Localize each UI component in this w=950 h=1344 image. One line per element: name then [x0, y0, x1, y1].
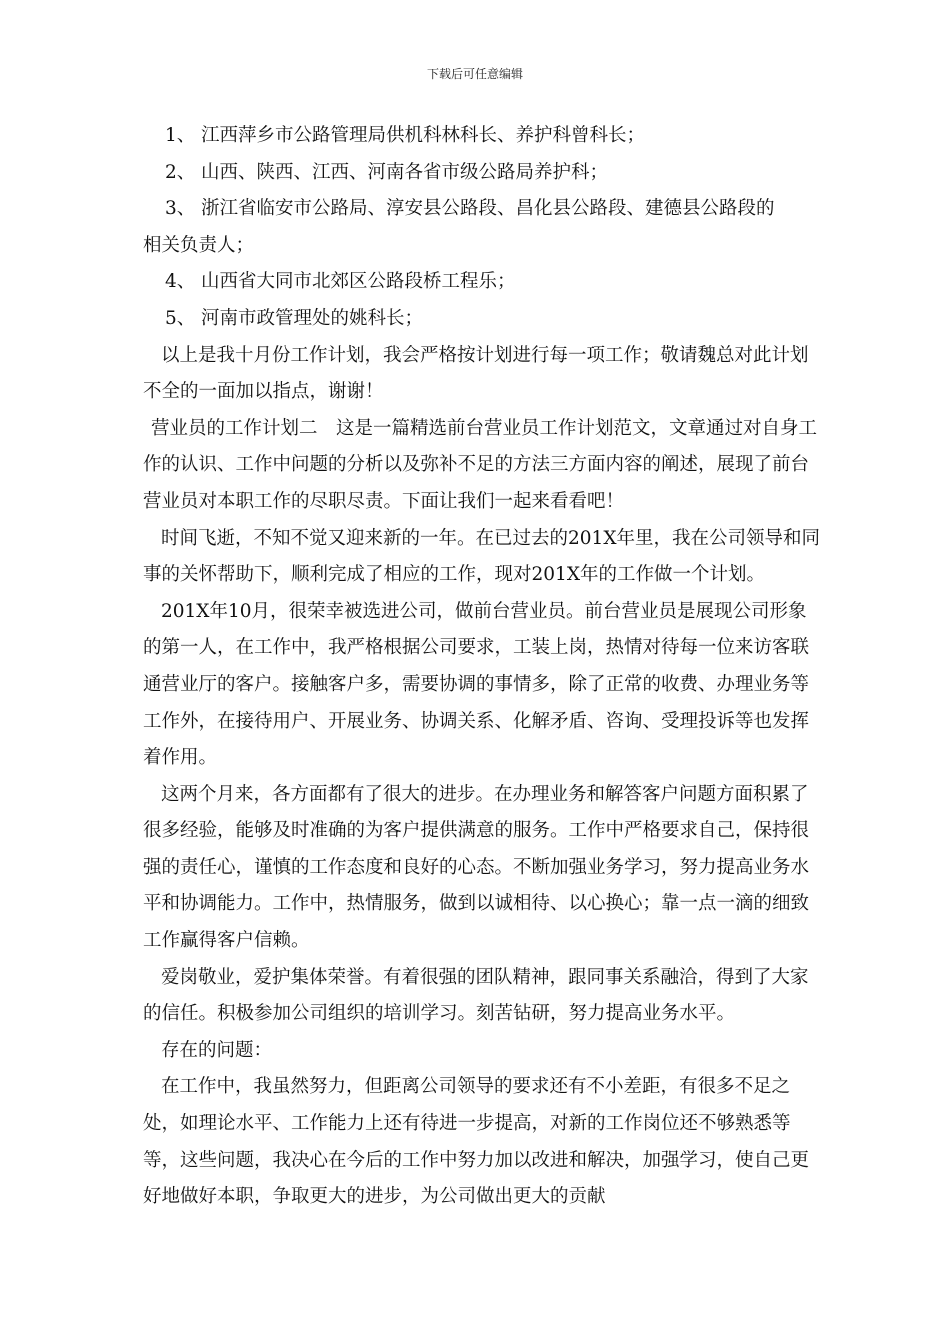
- list-item-number: 5、: [165, 307, 196, 329]
- list-item: [143, 301, 823, 338]
- paragraph: 201X年10月，很荣幸被选进公司，做前台营业员。前台营业员是展现公司形象的第一人，在工作中，我严格根据公司要求，工装上岗，热情对待每一位来访客联通营业厅的客户。接触客户多，需要协调的事情多，除了正常的收费、办理业务等工作外，在接待用户、开展业务、协调关系、化解矛盾、咨询、受理投诉等也发挥着作用。: [143, 600, 810, 769]
- page-header-note: 下载后可任意编辑: [426, 67, 523, 81]
- paragraph-conclusion: 以上是我十月份工作计划，我会严格按计划进行每一项工作；敬请魏总对此计划不全的一面加以指点，谢谢！: [143, 344, 809, 403]
- list-item-text: 山西省大同市北郊区公路段桥工程乐；: [201, 271, 516, 293]
- list-item-text: 山西、陕西、江西、河南各省市级公路局养护科；: [201, 161, 609, 183]
- list-item-continuation: 相关负责人；: [143, 234, 255, 256]
- list-item-text: 浙江省临安市公路局、淳安县公路段、昌化县公路段、建德县公路段的: [201, 198, 775, 220]
- list-item-number: 1、: [165, 125, 196, 146]
- list-item: [143, 118, 823, 155]
- paragraph: 时间飞逝，不知不觉又迎来新的一年。在已过去的201X年里，我在公司领导和同事的关怀帮助下，顺利完成了相应的工作，现对201X年的工作做一个计划。: [143, 527, 820, 586]
- list-item-number: 4、: [165, 271, 196, 293]
- list-item-number: 2、: [165, 161, 196, 183]
- list-item: [143, 155, 823, 192]
- paragraph-section-title: 营业员的工作计划二 这是一篇精选前台营业员工作计划范文，文章通过对自身工作的认识、工作中问题的分析以及弥补不足的方法三方面内容的阐述，展现了前台营业员对本职工作的尽职尽责。下面让我们一起来看看吧！: [143, 417, 818, 512]
- list-item: [143, 264, 823, 301]
- paragraph: 爱岗敬业，爱护集体荣誉。有着很强的团队精神，跟同事关系融洽，得到了大家的信任。积极参加公司组织的培训学习。刻苦钻研，努力提高业务水平。: [143, 966, 809, 1025]
- paragraph-problems-heading: 存在的问题：: [161, 1039, 273, 1061]
- list-item-text: 江西萍乡市公路管理局供机科林科长、养护科曾科长；: [201, 125, 646, 146]
- paragraph: 这两个月来，各方面都有了很大的进步。在办理业务和解答客户问题方面积累了很多经验，能够及时准确的为客户提供满意的服务。工作中严格要求自己，保持很强的责任心，谨慎的工作态度和良好的心态。不断加强业务学习，努力提高业务水平和协调能力。工作中，热情服务，做到以诚相待、以心换心；靠一点一滴的细致工作赢得客户信赖。: [143, 783, 810, 952]
- list-item-text: 河南市政管理处的姚科长；: [201, 307, 424, 329]
- list-item-number: 3、: [165, 198, 196, 220]
- paragraph: 在工作中，我虽然努力，但距离公司领导的要求还有不小差距，有很多不足之处，如理论水平、工作能力上还有待进一步提高，对新的工作岗位还不够熟悉等等，这些问题，我决心在今后的工作中努力加以改进和解决，加强学习，使自己更好地做好本职，争取更大的进步，为公司做出更大的贡献: [143, 1076, 810, 1208]
- list-item: [143, 191, 823, 228]
- document-body: [143, 118, 823, 1216]
